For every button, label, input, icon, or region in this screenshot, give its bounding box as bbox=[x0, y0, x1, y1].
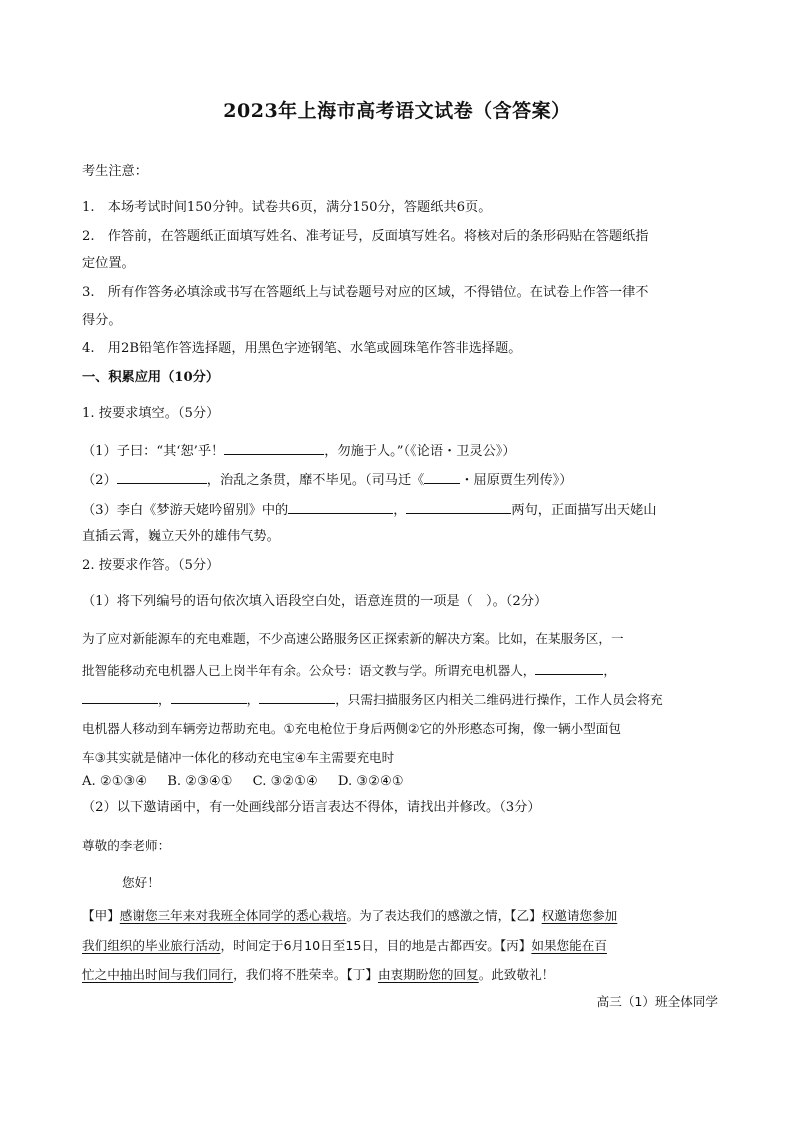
q1-s2-text-a: （2） bbox=[82, 473, 117, 488]
notice-item: 4. 用2B铅笔作答选择题，用黑色字迹钢笔、水笔或圆珠笔作答非选择题。 bbox=[82, 341, 522, 356]
question-1-sub-1 bbox=[82, 440, 718, 462]
q1-s1-text-b: ，勿施于人。”（《论语・卫灵公》） bbox=[324, 444, 516, 459]
notice-item: 2. 作答前，在答题纸正面填写姓名、准考证号，反面填写姓名。将核对后的条形码贴在答题纸指 bbox=[82, 229, 649, 244]
passage-line: 为了应对新能源车的充电难题，不少高速公路服务区正探索新的解决方案。比如，在某服务区，一 bbox=[82, 631, 624, 646]
answer-blank[interactable] bbox=[406, 499, 511, 514]
letter-greeting: 您好！ bbox=[122, 875, 160, 890]
underlined-phrase: 感谢您三年来对我班全体同学的悉心栽培 bbox=[119, 908, 347, 923]
notice-item-continued: 定位置。 bbox=[82, 256, 135, 271]
passage-text: 批智能移动充电机器人已上岗半年有余。公众号：语文教与学。所谓充电机器人， bbox=[82, 663, 536, 678]
q1-s3-text-b: ， bbox=[393, 503, 407, 518]
letter-text: ，时间定于6月10日至15日，目的地是古都西安。【丙】 bbox=[220, 938, 532, 953]
section-heading: 一、积累应用（10分） bbox=[82, 370, 220, 385]
answer-options bbox=[82, 772, 718, 792]
answer-blank[interactable] bbox=[424, 469, 460, 484]
passage-line: 电机器人移动到车辆旁边帮助充电。①充电枪位于身后两侧②它的外形憨态可掬，像一辆小型面包 bbox=[82, 721, 621, 736]
underlined-phrase: 我们组织的毕业旅行活动 bbox=[82, 938, 221, 953]
underlined-phrase: 权邀请您参加 bbox=[541, 908, 618, 923]
letter-line bbox=[82, 965, 718, 985]
option-b[interactable]: B. ②③④① bbox=[167, 774, 233, 789]
answer-blank[interactable] bbox=[82, 689, 158, 704]
label-jia: 【甲】 bbox=[82, 908, 120, 923]
letter-signature: 高三（1）班全体同学 bbox=[596, 994, 718, 1009]
underlined-phrase: 忙之中抽出时间与我们同行 bbox=[82, 967, 234, 982]
letter-line bbox=[82, 936, 718, 956]
letter-line bbox=[82, 906, 718, 926]
question-2-sub-2: （2）以下邀请函中，有一处画线部分语言表达不得体，请找出并修改。（3分） bbox=[82, 800, 541, 815]
q1-s2-text-c: ・屈原贾生列传》） bbox=[460, 473, 573, 488]
q1-s3-text-c: 两句，正面描写出天姥山 bbox=[511, 503, 657, 518]
letter-text: 。为了表达我们的感激之情，【乙】 bbox=[346, 908, 542, 923]
question-1-sub-3 bbox=[82, 499, 718, 521]
passage-line: 批智能移动充电机器人已上岗半年有余。公众号：语文教与学。所谓充电机器人， ， bbox=[82, 660, 718, 681]
page-title: 2023年上海市高考语文试卷（含答案） bbox=[223, 100, 571, 122]
answer-blank[interactable] bbox=[224, 440, 324, 455]
question-1-sub-2 bbox=[82, 469, 718, 491]
option-c[interactable]: C. ③②①④ bbox=[252, 774, 318, 789]
answer-blank[interactable] bbox=[171, 689, 247, 704]
answer-blank[interactable] bbox=[259, 689, 335, 704]
notice-item: 1. 本场考试时间150分钟。试卷共6页，满分150分，答题纸共6页。 bbox=[82, 200, 492, 215]
answer-blank[interactable] bbox=[117, 469, 207, 484]
question-1-sub-3-continued: 直插云霄，巍立天外的雄伟气势。 bbox=[82, 529, 280, 544]
letter-text: ，我们将不胜荣幸。【丁】 bbox=[233, 967, 378, 982]
notice-item: 3. 所有作答务必填涂或书写在答题纸上与试卷题号对应的区域，不得错位。在试卷上作答一律不 bbox=[82, 285, 649, 300]
option-a[interactable]: A. ②①③④ bbox=[82, 774, 148, 789]
option-d[interactable]: D. ③②④① bbox=[337, 774, 404, 789]
answer-blank[interactable] bbox=[535, 660, 603, 675]
passage-text: 只需扫描服务区内相关二维码进行操作，工作人员会将充 bbox=[347, 692, 663, 707]
q1-s1-text-a: （1）子曰：“其‘恕’乎！ bbox=[82, 444, 225, 459]
letter-text: 。此致敬礼！ bbox=[478, 967, 555, 982]
passage-line: 车③其实就是储冲一体化的移动充电宝④车主需要充电时 bbox=[82, 750, 395, 765]
question-2-prompt: 2. 按要求作答。（5分） bbox=[82, 558, 220, 573]
q1-s3-text-a: （3）李白《梦游天姥吟留别》中的 bbox=[82, 503, 289, 518]
notice-item-continued: 得分。 bbox=[82, 313, 122, 328]
question-2-sub-1: （1）将下列编号的语句依次填入语段空白处，语意连贯的一项是（ ）。（2分） bbox=[82, 594, 548, 609]
underlined-phrase: 如果您能在百 bbox=[531, 938, 607, 953]
passage-line: ， ， ，只需扫描服务区内相关二维码进行操作，工作人员会将充 bbox=[82, 689, 718, 710]
answer-blank[interactable] bbox=[288, 499, 393, 514]
q1-s2-text-b: ，治乱之条贯，靡不毕见。（司马迁《 bbox=[206, 473, 425, 488]
underlined-phrase: 由衷期盼您的回复 bbox=[377, 967, 479, 982]
question-1-prompt: 1. 按要求填空。（5分） bbox=[82, 406, 220, 421]
letter-salutation: 尊敬的李老师： bbox=[82, 838, 171, 853]
notice-heading: 考生注意： bbox=[82, 164, 148, 179]
